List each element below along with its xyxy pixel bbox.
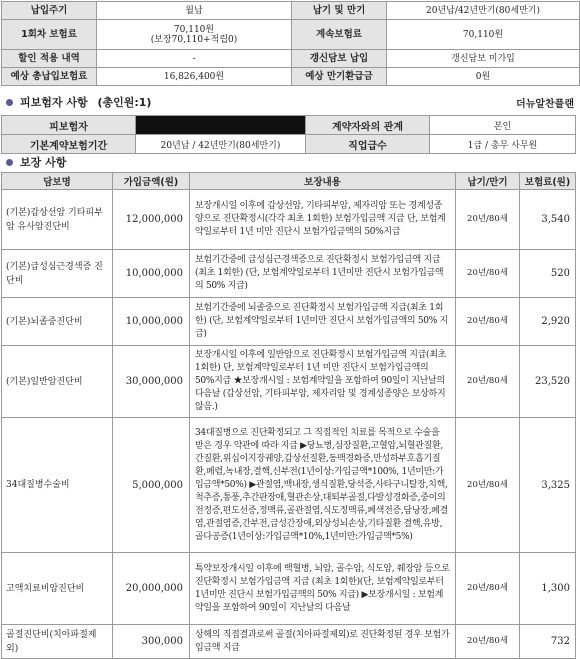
coverage-amount: 10,000,000 [113, 298, 190, 346]
coverage-name: (기본)갑상선암 기타피부암 유사암진단비 [2, 190, 113, 250]
expected-total-value: 16,826,400원 [97, 68, 292, 86]
coverage-row [2, 418, 576, 553]
contract-summary-table [1, 1, 580, 86]
coverage-period: 20년/80세 [456, 190, 520, 250]
base-period-label: 기본계약보험기간 [2, 135, 136, 154]
bullet-icon [6, 99, 13, 106]
coverage-table [1, 172, 576, 659]
insured-row [2, 116, 576, 135]
coverage-period: 20년/80세 [456, 553, 520, 625]
coverage-premium: 732 [520, 625, 576, 659]
coverage-name: (기본)뇌졸중진단비 [2, 298, 113, 346]
coverage-name: 34대질병수술비 [2, 418, 113, 553]
coverage-row [2, 553, 576, 625]
insured-section-title: 피보험자 사항 [20, 96, 88, 109]
first-premium-breakdown: (보장70,110+적립0) [150, 34, 238, 45]
insured-count: (총인원:1) [97, 96, 152, 109]
coverage-section-title: 보장 사항 [20, 156, 67, 169]
coverage-amount: 10,000,000 [113, 250, 190, 298]
coverage-header-row [2, 173, 576, 190]
job-grade-label: 직업급수 [306, 135, 430, 154]
coverage-desc: 보험기간중에 뇌졸중으로 진단확정시 보험가입금액 지급(최초 1회한) (단, 보험계약일로부터 1년미만 진단시 보험가입금액의 50% 지급) [190, 298, 456, 346]
coverage-premium: 520 [520, 250, 576, 298]
continued-premium-value: 70,110원 [387, 20, 580, 50]
summary-row [2, 50, 580, 68]
coverage-row [2, 625, 576, 659]
coverage-header: 납기/만기 [456, 173, 520, 190]
summary-label: 할인 적용 내역 [2, 50, 97, 68]
coverage-premium: 2,920 [520, 298, 576, 346]
coverage-name: (기본)급성심근경색증 진단비 [2, 250, 113, 298]
summary-label: 납기 및 만기 [292, 2, 387, 20]
expected-refund-value: 0원 [387, 68, 580, 86]
summary-label: 계속보험료 [292, 20, 387, 50]
coverage-row [2, 298, 576, 346]
coverage-desc: 보장개시일 이후에 일반암으로 진단확정시 보험가입금액 지급(최초 1회한) 단, 보험계약일로부터 1년 미만 진단시 보험가입금액의 50%지급 ★보장개시일 : 보험계약일을 포함하여 90일이 지난날의 다음날 (갑상선암, 기타피부암, 제자리암 및 경계성종양은 보상하지 않음.) [190, 346, 456, 418]
product-name: 더뉴알찬플랜 [516, 99, 574, 110]
coverage-row [2, 250, 576, 298]
coverage-period: 20년/80세 [456, 418, 520, 553]
coverage-amount: 300,000 [113, 625, 190, 659]
first-premium-amount: 70,110원 [173, 24, 215, 35]
coverage-premium: 23,520 [520, 346, 576, 418]
coverage-period: 20년/80세 [456, 346, 520, 418]
summary-label: 예상 총납입보험료 [2, 68, 97, 86]
coverage-section-header [0, 154, 66, 170]
coverage-desc: 34대질병으로 진단확정되고 그 직접적인 치료를 목적으로 수술을 받은 경우 약관에 따라 지급 ▶당뇨병,심장질환,고혈압,뇌혈관질환,간질환,위십이지장궤양,갑상선질환,동맥경화증,만성하부호흡기질환,폐렴,녹내장,결핵,신부전(1년이상:가입금액*100%, 1년미만:가입금액*50%) ▶관절염,백내장,생식질환,당석증,사타구니탈장,치핵,척추증,통풍,추간판장애,혈관손상,대퇴부골절,다발성경화증,중이의전정증,편도선증,정맥류,골관절염,식도정맥류,폐색전증,담낭장,폐결염,관절염증,간부전,급성간장애,외상성뇌손상,기타질환 결핵,유방,골다공증(1년이상:가입금액*10%,1년미만:가입금액*5%) [190, 418, 456, 553]
payment-cycle-value: 월납 [97, 2, 292, 20]
coverage-period: 20년/80세 [456, 625, 520, 659]
relation-label: 계약자와의 관계 [306, 116, 430, 135]
summary-label: 갱신담보 납입 [292, 50, 387, 68]
coverage-desc: 상해의 직접결과로써 골절(치아파절제외)로 진단확정된 경우 보험가입금액 지급 [190, 625, 456, 659]
coverage-amount: 12,000,000 [113, 190, 190, 250]
insured-label: 피보험자 [2, 116, 136, 135]
redacted-name [136, 116, 306, 135]
summary-label: 납입주기 [2, 2, 97, 20]
coverage-name: 골절진단비(치아파절제외) [2, 625, 113, 659]
coverage-desc: 특약보장개시일 이후에 백혈병, 뇌암, 골수암, 식도암, 췌장암 등으로 진단확정시 보험가입금액 지급 (최초 1회한)(단, 보험계약일로부터 1년미만 진단시 보험가입금액의 50% 지급) ▶보장개시일 : 보험계약일을 포함하여 90일이 지난날의 다음날 [190, 553, 456, 625]
coverage-amount: 5,000,000 [113, 418, 190, 553]
coverage-premium: 3,325 [520, 418, 576, 553]
coverage-row [2, 190, 576, 250]
summary-row [2, 2, 580, 20]
coverage-header: 보장내용 [190, 173, 456, 190]
coverage-premium: 1,300 [520, 553, 576, 625]
coverage-desc: 보장개시일 이후에 갑상선암, 기타피부암, 제자리암 또는 경계성종양으로 진단확정시(각각 최초 1회한) 보험가입금액 지급 단, 보험계약일로부터 1년 미만 진단시 보험가입금액의 50%지급 [190, 190, 456, 250]
coverage-header: 보험료(원) [520, 173, 576, 190]
payment-period-value: 20년납/42년만기(80세만기) [387, 2, 580, 20]
coverage-header: 가입금액(원) [113, 173, 190, 190]
summary-label: 1회차 보험료 [2, 20, 97, 50]
coverage-name: (기본)일반암진단비 [2, 346, 113, 418]
coverage-premium: 3,540 [520, 190, 576, 250]
coverage-amount: 30,000,000 [113, 346, 190, 418]
bullet-icon [6, 159, 13, 166]
summary-label: 예상 만기환급금 [292, 68, 387, 86]
base-period-value: 20년납 / 42년만기(80세만기) [136, 135, 306, 154]
insured-table [1, 115, 576, 154]
coverage-amount: 20,000,000 [113, 553, 190, 625]
coverage-period: 20년/80세 [456, 298, 520, 346]
insured-row [2, 135, 576, 154]
discount-value: - [97, 50, 292, 68]
job-grade-value: 1급 / 총무 사무원 [430, 135, 576, 154]
coverage-period: 20년/80세 [456, 250, 520, 298]
summary-row [2, 68, 580, 86]
coverage-row [2, 346, 576, 418]
summary-row [2, 20, 580, 50]
coverage-desc: 보험기간중에 급성심근경색증으로 진단확정시 보험가입금액 지급(최초 1회한) (단, 보험계약일로부터 1년미만 진단시 보험가입금액의 50% 지급) [190, 250, 456, 298]
coverage-name: 고액치료비암진단비 [2, 553, 113, 625]
coverage-header: 담보명 [2, 173, 113, 190]
first-premium-value [97, 20, 292, 50]
insured-section-header [0, 94, 151, 110]
relation-value: 본인 [430, 116, 576, 135]
renewal-value: 갱신담보 미가입 [387, 50, 580, 68]
